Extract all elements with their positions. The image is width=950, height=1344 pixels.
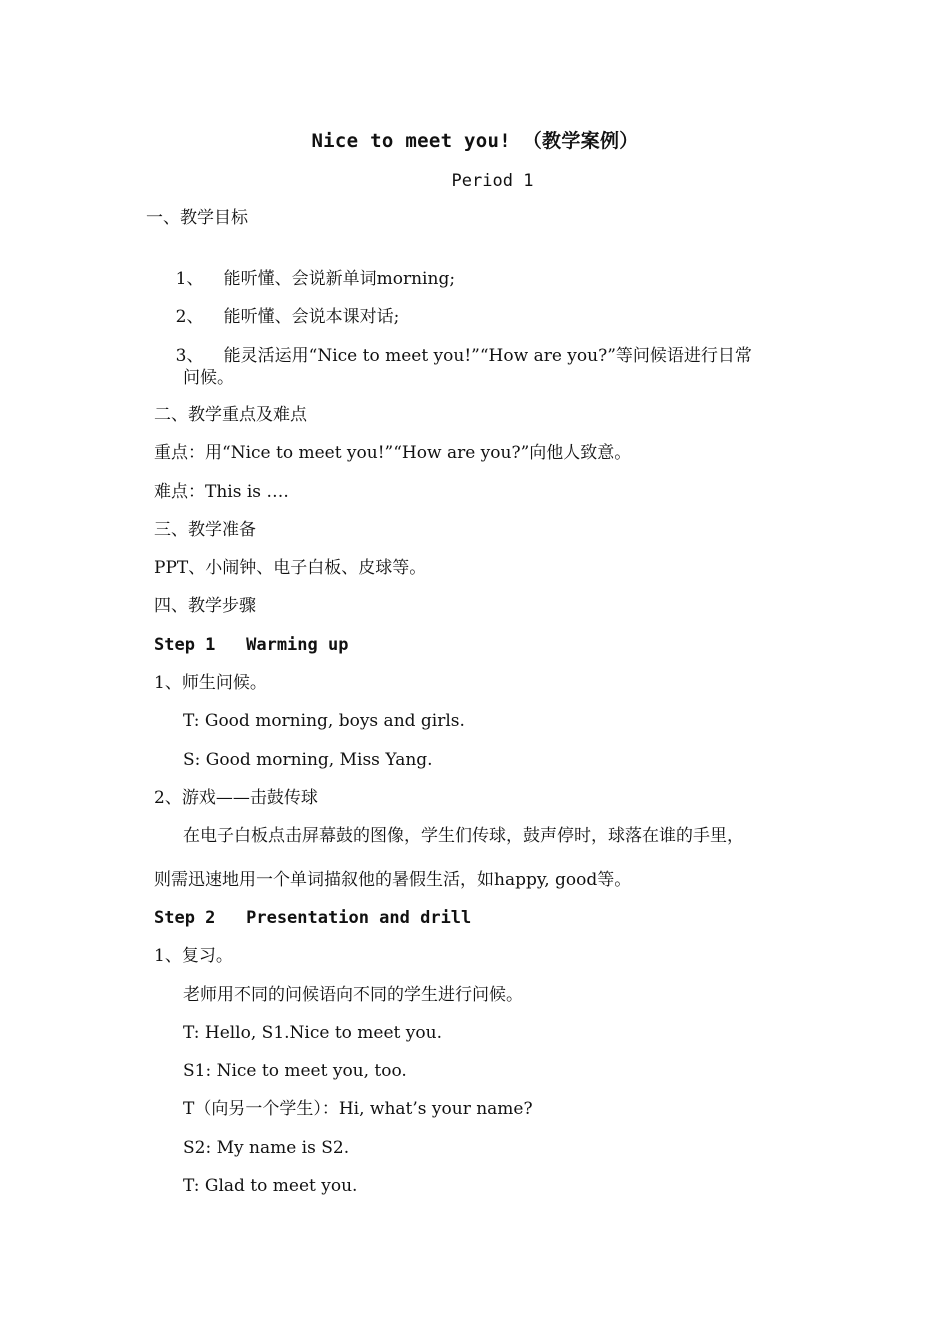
key-point: 重点：用“Nice to meet you!”“How are you?”向他人致意。 xyxy=(154,443,632,463)
dialogue-line: S1: Nice to meet you, too. xyxy=(183,1061,407,1081)
step-1-title: Step 1 Warming up xyxy=(154,635,349,655)
preparation-text: PPT、小闹钟、电子白板、皮球等。 xyxy=(154,558,427,578)
objective-item-3-continuation: 问候。 xyxy=(183,368,234,388)
section-heading-preparation: 三、教学准备 xyxy=(154,520,256,540)
dialogue-line: T: Glad to meet you. xyxy=(183,1176,358,1196)
objective-text: 能听懂、会说本课对话; xyxy=(223,307,400,327)
step-2-title: Step 2 Presentation and drill xyxy=(154,908,472,928)
dialogue-line: T（向另一个学生）：Hi, what’s your name? xyxy=(183,1099,533,1119)
dialogue-line: T: Good morning, boys and girls. xyxy=(183,711,465,731)
section-heading-keypoints: 二、教学重点及难点 xyxy=(154,405,307,425)
difficult-point: 难点：This is …. xyxy=(154,482,289,502)
objective-text: 能灵活运用“Nice to meet you!”“How are you?”等问候语进行日常 xyxy=(223,346,752,366)
step-1-item-2: 2、游戏——击鼓传球 xyxy=(154,788,318,808)
section-heading-objectives: 一、教学目标 xyxy=(146,208,248,228)
objective-number: 3、 xyxy=(175,346,204,366)
document-title: Nice to meet you! （教学案例） xyxy=(311,130,639,152)
game-description-line-1: 在电子白板点击屏幕鼓的图像，学生们传球，鼓声停时，球落在谁的手里， xyxy=(183,826,744,846)
review-intro: 老师用不同的问候语向不同的学生进行问候。 xyxy=(183,985,523,1005)
objective-item-3 xyxy=(154,323,752,389)
step-1-item-1: 1、师生问候。 xyxy=(154,673,267,693)
game-description-line-2: 则需迅速地用一个单词描叙他的暑假生活，如happy, good等。 xyxy=(154,870,632,890)
objective-number: 2、 xyxy=(175,307,204,327)
objective-text: 能听懂、会说新单词morning; xyxy=(223,269,456,289)
dialogue-line: S2: My name is S2. xyxy=(183,1138,350,1158)
objective-number: 1、 xyxy=(175,269,204,289)
step-2-item-1: 1、复习。 xyxy=(154,946,233,966)
period-label: Period 1 xyxy=(451,171,534,191)
section-heading-steps: 四、教学步骤 xyxy=(154,596,256,616)
dialogue-line: T: Hello, S1.Nice to meet you. xyxy=(183,1023,442,1043)
dialogue-line: S: Good morning, Miss Yang. xyxy=(183,750,433,770)
